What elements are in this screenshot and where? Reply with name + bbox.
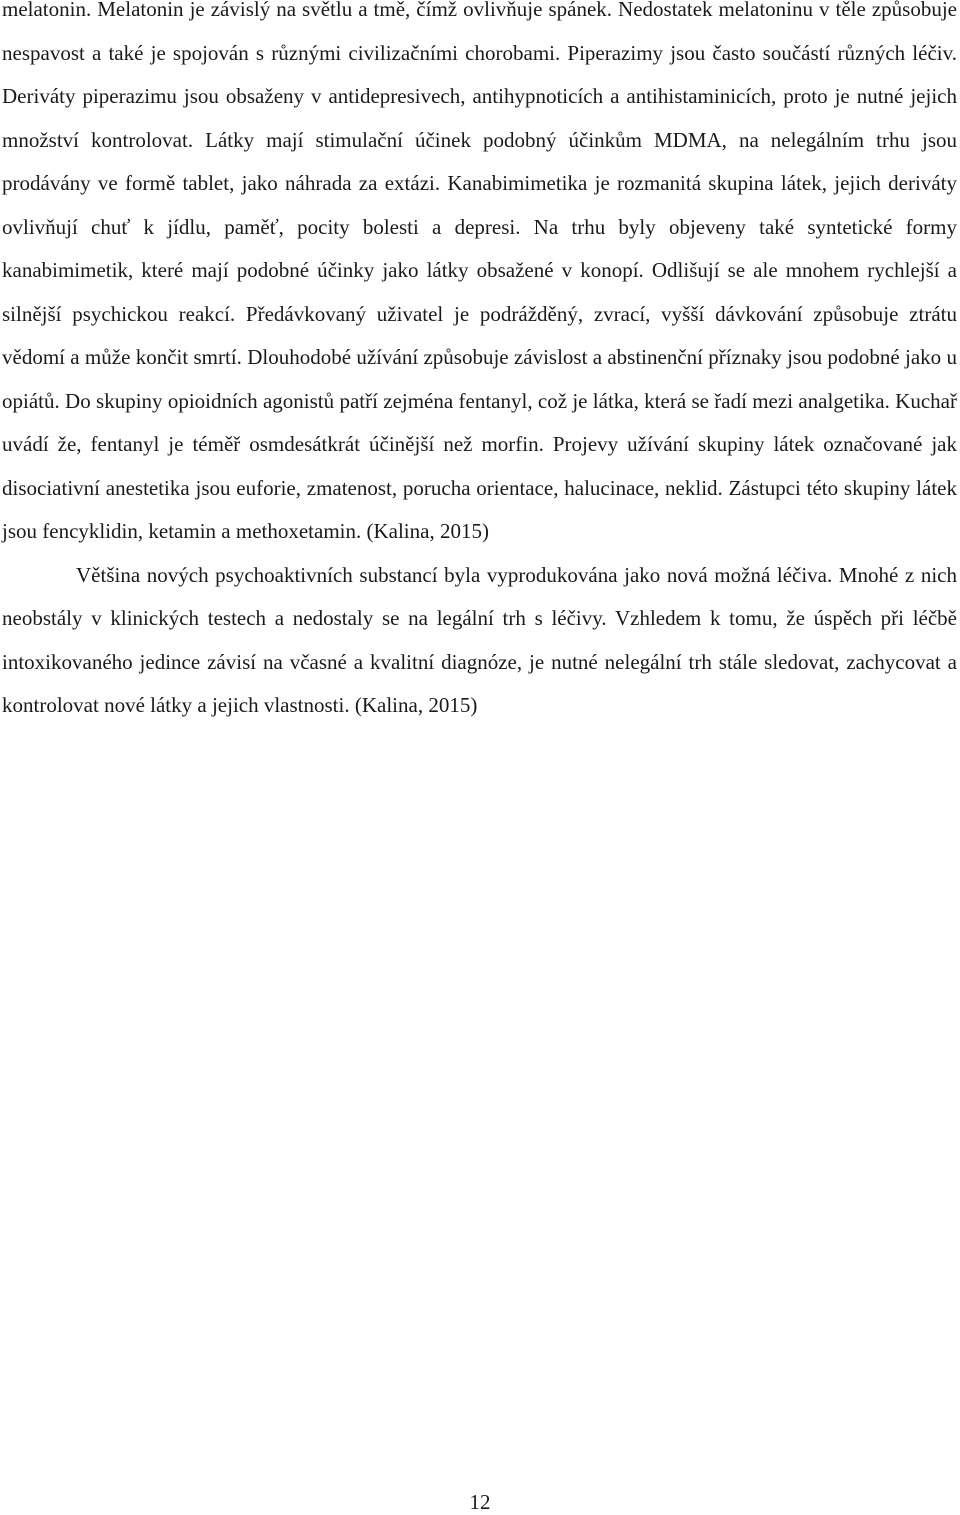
paragraph: melatonin. Melatonin je závislý na světlu a tmě, čímž ovlivňuje spánek. Nedostatek melatoninu v těle způsobuje nespavost a také je spojován s různými civilizačními chorobami. Piperazimy jsou často součástí různých léčiv. Deriváty piperazimu jsou obsaženy v antidepresivech, antihypnoticích a antihistaminicích, proto je nutné jejich množství kontrolovat. Látky mají stimulační účinek podobný účinkům MDMA, na nelegálním trhu jsou prodávány ve formě tablet, jako náhrada za extázi. Kanabimimetika je rozmanitá skupina látek, jejich deriváty ovlivňují chuť k jídlu, paměť, pocity bolesti a depresi. Na trhu byly objeveny také syntetické formy kanabimimetik, které mají podobné účinky jako látky obsažené v konopí. Odlišují se ale mnohem rychlejší a silnější psychickou reakcí. Předávkovaný uživatel je podrážděný, zvrací, vyšší dávkování způsobuje ztrátu vědomí a může končit smrtí. Dlouhodobé užívání způsobuje závislost a abstinenční příznaky jsou podobné jako u opiátů. Do skupiny opioidních agonistů patří zejména fentanyl, což je látka, která se řadí mezi analgetika. Kuchař uvádí že, fentanyl je téměř osmdesátkrát účinější než morfin. Projevy užívání skupiny látek označované jak disociativní anestetika jsou euforie, zmatenost, porucha orientace, halucinace, neklid. Zástupci této skupiny látek jsou fencyklidin, ketamin a methoxetamin. (Kalina, 2015) [2, 0, 957, 543]
paragraph: Většina nových psychoaktivních substancí byla vyprodukována jako nová možná léčiva. Mnohé z nich neobstály v klinických testech a nedostaly se na legální trh s léčivy. Vzhledem k tomu, že úspěch při léčbě intoxikovaného jedince závisí na včasné a kvalitní diagnóze, je nutné nelegální trh stále sledovat, zachycovat a kontrolovat nové látky a jejich vlastnosti. (Kalina, 2015) [2, 562, 957, 717]
body-text [2, 0, 957, 728]
page-number: 12 [469, 1490, 491, 1514]
